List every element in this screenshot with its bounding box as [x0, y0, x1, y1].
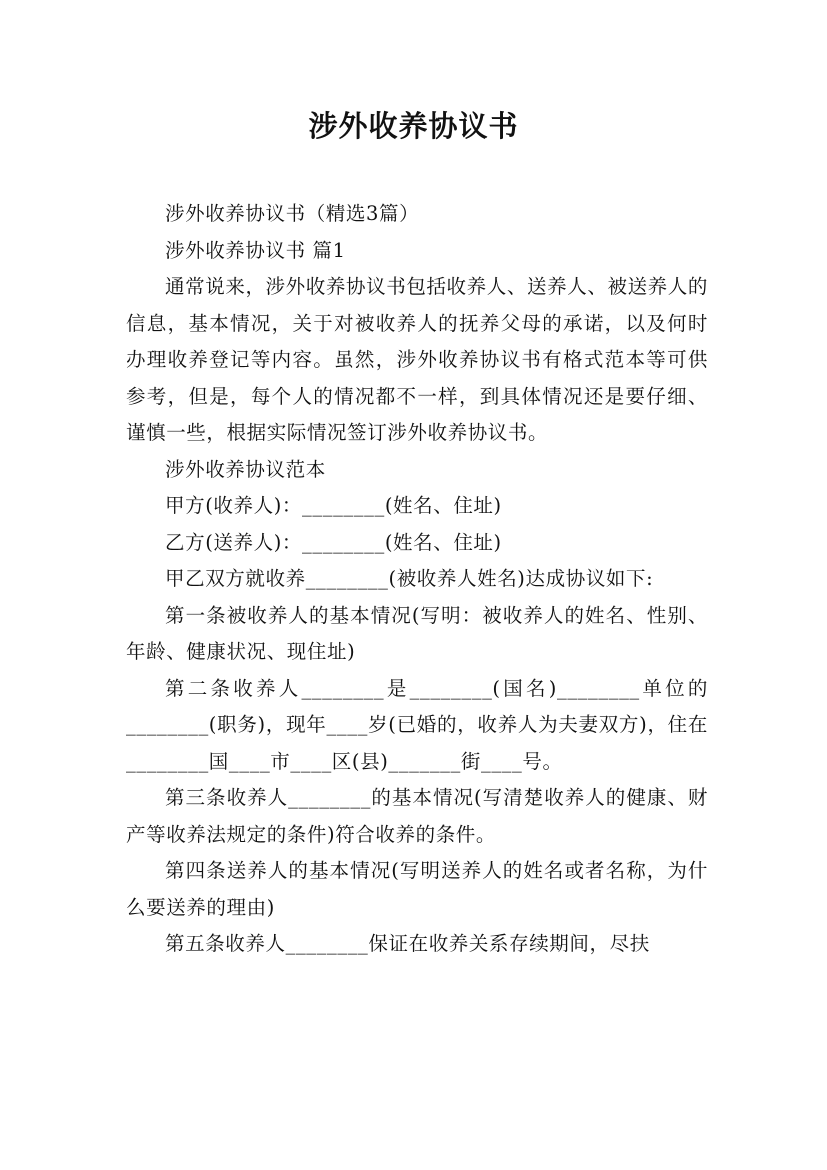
paragraph-section-heading: 涉外收养协议书 篇1: [165, 238, 346, 262]
paragraph-intro: 通常说来，涉外收养协议书包括收养人、送养人、被送养人的信息，基本情况，关于对被收养人的抚养父母的承诺，以及何时办理收养登记等内容。虽然，涉外收养协议书有格式范本等可供参考，但是，每个人的情况都不一样，到具体情况还是要仔细、谨慎一些，根据实际情况签订涉外收养协议书。: [126, 275, 708, 444]
paragraph-subtitle: 涉外收养协议书（精选3篇）: [165, 202, 420, 225]
document-title: 涉外收养协议书: [308, 109, 519, 143]
paragraph-article-4: 第四条送养人的基本情况(写明送养人的姓名或者名称，为什么要送养的理由): [126, 859, 708, 919]
paragraph-article-5: 第五条收养人________保证在收养关系存续期间，尽扶: [165, 932, 650, 955]
paragraph-template-heading: 涉外收养协议范本: [165, 457, 326, 481]
document-body: [126, 196, 708, 963]
paragraph-party-b: 乙方(送养人)：________(姓名、住址): [165, 530, 502, 554]
paragraph-agreement-intro: 甲乙双方就收养________(被收养人姓名)达成协议如下:: [165, 567, 654, 590]
paragraph-party-a: 甲方(收养人)：________(姓名、住址): [165, 494, 502, 517]
paragraph-article-3: 第三条收养人________的基本情况(写清楚收养人的健康、财产等收养法规定的条件)符合收养的条件。: [126, 786, 708, 846]
paragraph-article-2: 第二条收养人________是________(国名)________单位的________(职务)，现年____岁(已婚的，收养人为夫妻双方)，住在________国____市____区(县)_______街____号。: [126, 676, 708, 773]
paragraph-article-1: 第一条被收养人的基本情况(写明：被收养人的姓名、性别、年龄、健康状况、现住址): [126, 603, 708, 663]
